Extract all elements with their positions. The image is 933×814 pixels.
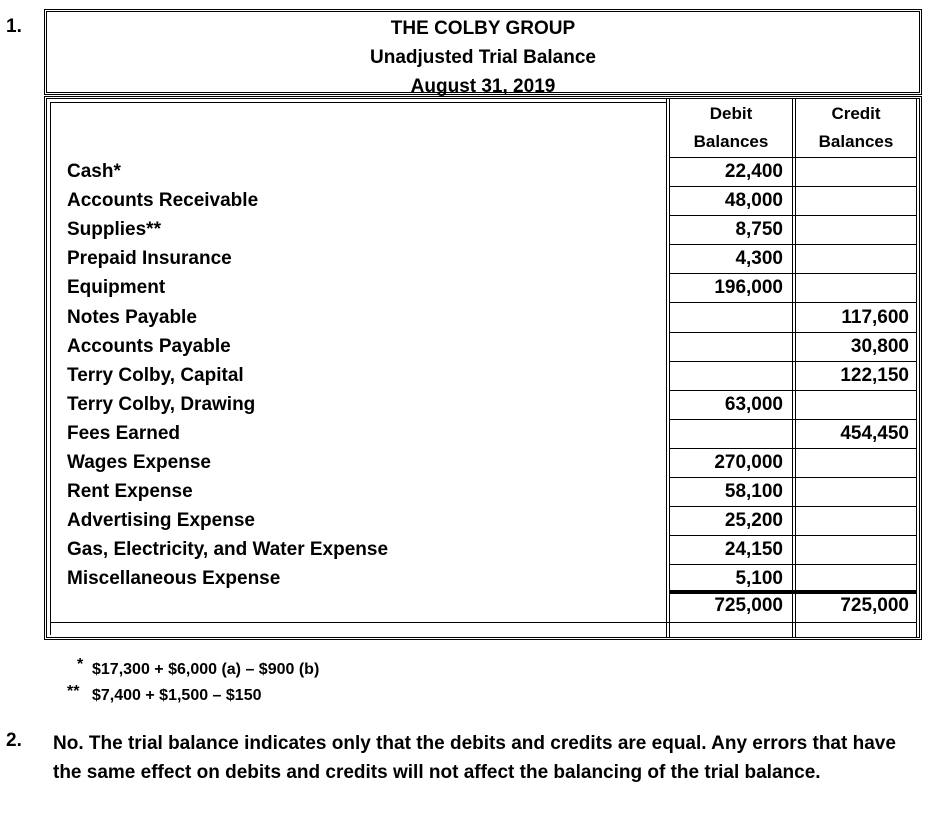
credit-amount: 117,600 xyxy=(841,306,909,328)
debit-header-line2: Balances xyxy=(693,132,769,151)
credit-header-line1: Credit xyxy=(831,104,881,123)
question-2-number: 2. xyxy=(6,730,22,751)
debit-amount: 24,150 xyxy=(724,539,783,561)
debit-header-line1: Debit xyxy=(709,104,753,123)
account-name: Gas, Electricity, and Water Expense xyxy=(67,539,389,561)
debit-col-left-rule xyxy=(666,99,667,637)
account-name: Supplies** xyxy=(67,219,161,241)
total-credit: 725,000 xyxy=(840,595,909,616)
trial-balance-header xyxy=(44,9,922,95)
debit-amount: 8,750 xyxy=(735,219,783,241)
debit-col-right-rule xyxy=(792,99,793,637)
account-name: Terry Colby, Capital xyxy=(67,364,244,386)
debit-amount: 63,000 xyxy=(724,393,783,415)
credit-header-line2: Balances xyxy=(818,132,894,151)
credit-col-right-rule xyxy=(916,99,917,637)
debit-amount: 4,300 xyxy=(735,248,783,270)
debit-column-header xyxy=(670,100,792,156)
footnote-cash-text: $17,300 + $6,000 (a) – $900 (b) xyxy=(92,661,320,678)
debit-amount: 22,400 xyxy=(724,161,783,182)
credit-amount: 30,800 xyxy=(850,335,909,357)
account-name: Prepaid Insurance xyxy=(67,248,232,270)
credit-column-header xyxy=(796,100,916,156)
account-name: Terry Colby, Drawing xyxy=(67,393,256,415)
report-date: August 31, 2019 xyxy=(410,76,556,97)
debit-amount: 5,100 xyxy=(735,568,783,590)
debit-amount: 58,100 xyxy=(724,481,783,503)
table-bottom-rule xyxy=(50,622,916,623)
inner-left-rule xyxy=(50,102,51,635)
debit-amount: 25,200 xyxy=(724,510,783,532)
account-name: Fees Earned xyxy=(67,422,180,444)
debit-amount: 270,000 xyxy=(714,452,783,473)
footnote-supplies-marker: ** xyxy=(67,683,80,700)
question-1-number: 1. xyxy=(6,16,22,37)
credit-col-left-rule xyxy=(795,99,796,637)
account-name: Accounts Payable xyxy=(67,335,231,357)
debit-amount: 196,000 xyxy=(714,277,783,299)
debit-amount: 48,000 xyxy=(724,190,783,212)
credit-amount: 454,450 xyxy=(840,422,909,444)
footnote-cash-marker: * xyxy=(77,656,84,673)
account-name: Accounts Receivable xyxy=(67,190,259,212)
footnote-supplies-text: $7,400 + $1,500 – $150 xyxy=(92,687,262,704)
report-title: Unadjusted Trial Balance xyxy=(370,47,596,68)
company-name: THE COLBY GROUP xyxy=(390,18,576,39)
account-name: Wages Expense xyxy=(67,452,211,473)
account-name: Cash* xyxy=(67,161,121,182)
account-name: Notes Payable xyxy=(67,306,197,328)
account-name: Rent Expense xyxy=(67,481,193,503)
inner-top-rule xyxy=(50,102,666,103)
account-name: Advertising Expense xyxy=(67,510,255,532)
header-bottom-rule xyxy=(670,157,916,158)
answer-2-text: No. The trial balance indicates only that the debits and credits are equal. Any errors that have the same effect on debits and credits will not affect the balancing of the trial balance. xyxy=(53,733,896,783)
credit-amount: 122,150 xyxy=(840,364,909,386)
account-name: Equipment xyxy=(67,277,166,299)
total-debit: 725,000 xyxy=(714,595,783,616)
account-name: Miscellaneous Expense xyxy=(67,568,281,590)
